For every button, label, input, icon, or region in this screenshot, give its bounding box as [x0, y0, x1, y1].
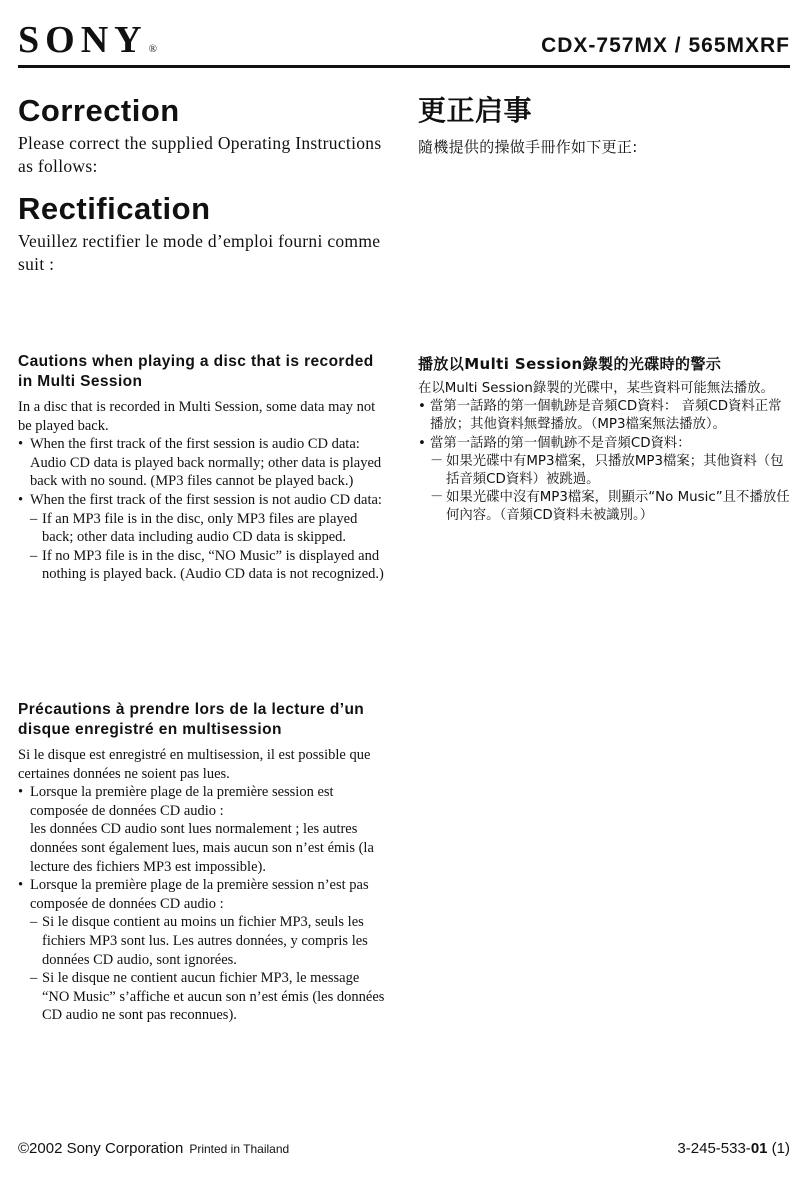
header-rule	[18, 65, 790, 68]
part-number-prefix: 3-245-533-	[677, 1140, 751, 1157]
french-dash-1: – Si le disque contient au moins un fichier MP3, seuls les fichiers MP3 sont lus. Les autres données, y compris les données CD audio, sont ignorées.	[30, 913, 390, 969]
french-bullet-list	[18, 783, 390, 1025]
french-cautions-intro: Si le disque est enregistré en multisession, il est possible que certaines données ne soient pas lues.	[18, 747, 371, 782]
english-dash-2: – If no MP3 file is in the disc, “NO Music” is displayed and nothing is played back. (Audio CD data is not recognized.)	[30, 547, 390, 584]
english-bullet-2	[18, 491, 390, 584]
footer-part-number	[677, 1140, 790, 1158]
french-bullet-1-title: Lorsque la première plage de la première session est composée de données CD audio :	[30, 784, 334, 819]
english-bullet-1-title: When the first track of the first session is audio CD data:	[30, 436, 360, 453]
rectification-title: Rectification	[18, 191, 211, 226]
chinese-bullet-1: • 當第一話路的第一個軌跡是音頻CD資料： 音頻CD資料正常播放；其他資料無聲播放。（MP3檔案無法播放）。	[418, 398, 792, 434]
french-dash-list	[30, 913, 390, 1025]
chinese-cautions-section	[418, 354, 792, 526]
english-bullet-1-body: Audio CD data is played back normally; other data is played back with no sound. (MP3 files cannot be played back.)	[30, 454, 382, 490]
english-cautions-heading: Cautions when playing a disc that is recorded in Multi Session	[18, 353, 374, 390]
chinese-bullet-list	[418, 398, 792, 453]
french-bullet-2	[18, 876, 390, 1025]
brand-name: SONY	[18, 19, 148, 61]
french-dash-2: – Si le disque ne contient aucun fichier MP3, le message “NO Music” s’affiche et aucun son n’est émis (les données CD audio ne sont pas reconnues).	[30, 969, 390, 1025]
english-cautions-section	[18, 352, 390, 584]
chinese-intro-text: 隨機提供的操做手冊作如下更正:	[418, 138, 638, 156]
chinese-bullet-2	[418, 435, 792, 453]
correction-block	[18, 92, 390, 178]
english-dash-list	[30, 510, 390, 584]
correction-text: Please correct the supplied Operating Instructions as follows:	[18, 133, 382, 176]
french-bullet-2-title: Lorsque la première plage de la première session n’est pas composée de données CD audio :	[30, 877, 369, 912]
chinese-cautions-heading: 播放以Multi Session錄製的光碟時的警示	[418, 355, 722, 373]
english-bullet-1	[18, 435, 390, 491]
copyright-text: ©2002 Sony Corporation	[18, 1140, 184, 1157]
chinese-title: 更正启事	[418, 94, 533, 127]
french-cautions-section	[18, 700, 390, 1025]
sony-logo	[18, 20, 157, 69]
chinese-correction-block	[418, 92, 792, 159]
english-dash-1: – If an MP3 file is in the disc, only MP3 files are played back; other data including audio CD data is skipped.	[30, 510, 390, 547]
correction-title: Correction	[18, 93, 180, 128]
chinese-dash-1: － 如果光碟中有MP3檔案，只播放MP3檔案；其他資料（包括音頻CD資料）被跳過。	[418, 453, 792, 489]
french-cautions-heading: Précautions à prendre lors de la lecture d’un disque enregistré en multisession	[18, 701, 365, 738]
french-bullet-1	[18, 783, 390, 876]
rectification-text: Veuillez rectifier le mode d’emploi fourni comme suit :	[18, 231, 381, 274]
chinese-dash-2: － 如果光碟中沒有MP3檔案，則顯示“No Music”且不播放任何內容。（音頻CD資料未被識別。）	[418, 489, 792, 525]
english-bullet-2-title: When the first track of the first session is not audio CD data:	[30, 491, 382, 508]
footer-copyright	[18, 1140, 289, 1158]
chinese-cautions-intro: 在以Multi Session錄製的光碟中，某些資料可能無法播放。	[418, 381, 774, 396]
rectification-block	[18, 190, 390, 276]
registered-mark: ®	[148, 43, 157, 55]
french-bullet-1-body: les données CD audio sont lues normalement ; les autres données sont également lues, mais aucun son n’est émis (la lecture des fichiers MP3 est impossible).	[30, 821, 374, 875]
english-cautions-intro: In a disc that is recorded in Multi Session, some data may not be played back.	[18, 399, 376, 434]
chinese-bullet-2-title: 當第一話路的第一個軌跡不是音頻CD資料：	[430, 435, 691, 451]
english-bullet-list	[18, 435, 390, 584]
model-number: CDX-757MX / 565MXRF	[541, 34, 790, 57]
chinese-dash-list	[418, 453, 792, 526]
part-number-suffix: (1)	[767, 1140, 790, 1157]
part-number-bold: 01	[750, 1140, 768, 1157]
printed-in-text: Printed in Thailand	[189, 1142, 290, 1156]
